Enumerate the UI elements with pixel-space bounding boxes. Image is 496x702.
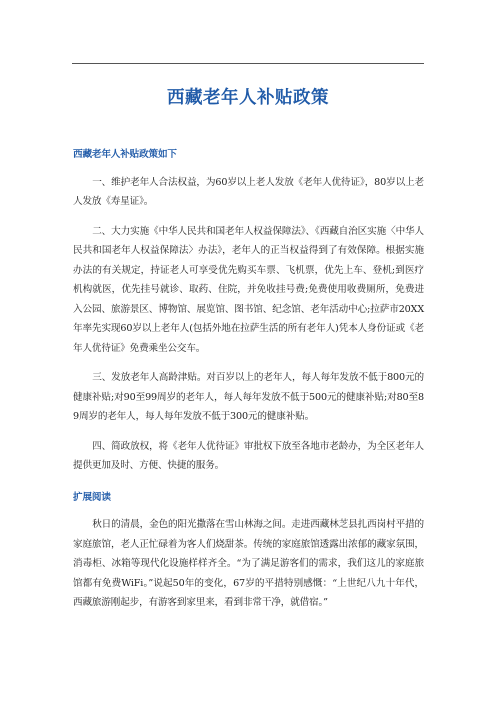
document-body bbox=[73, 145, 424, 613]
paragraph-1: 一、维护老年人合法权益，为60岁以上老人发放《老年人优待证》，80岁以上老人发放《寿星证》。 bbox=[73, 176, 424, 207]
extended-reading-heading: 扩展阅读 bbox=[73, 491, 111, 503]
section-heading: 西藏老年人补贴政策如下 bbox=[73, 149, 177, 160]
paragraph-4: 四、简政放权，将《老年人优待证》审批权下放至各地市老龄办，为全区老年人提供更加及时、方便、快捷的服务。 bbox=[73, 440, 424, 471]
page-title: 西藏老年人补贴政策 bbox=[167, 88, 329, 108]
extended-reading-paragraph: 秋日的清晨，金色的阳光撒落在雪山林海之间。走进西藏林芝县扎西岗村平措的家庭旅馆，老人正忙碌着为客人们烧甜茶。传统的家庭旅馆透露出浓郁的藏家氛围，消毒柜、冰箱等现代化设施样样齐全。“为了满足游客们的需求，我们这儿的家庭旅馆都有免费WiFi。”说起50年的变化，67岁的平措特别感慨：“上世纪八九十年代，西藏旅游刚起步，有游客到家里来，看到非常干净，就借宿。” bbox=[73, 519, 424, 608]
paragraph-3: 三、发放老年人高龄津贴。对百岁以上的老年人，每人每年发放不低于800元的健康补贴;对90至99周岁的老年人，每人每年发放不低于500元的健康补贴;对80至89周岁的老年人，每人每年发放不低于300元的健康补贴。 bbox=[73, 372, 424, 422]
header-rule bbox=[72, 63, 424, 64]
paragraph-2: 二、大力实施《中华人民共和国老年人权益保障法》、《西藏自治区实施〈中华人民共和国老年人权益保障法〉办法》，老年人的正当权益得到了有效保障。根据实施办法的有关规定，持证老人可享受优先购买车票、飞机票，优先上车、登机;到医疗机构就医，优先挂号就诊、取药、住院，并免收挂号费;免费使用收费厕所，免费进入公园、旅游景区、博物馆、展览馆、图书馆、纪念馆、老年活动中心;拉萨市20XX年率先实现60岁以上老年人(包括外地在拉萨生活的所有老年人)凭本人身份证或《老年人优待证》免费乘坐公交车。 bbox=[73, 225, 424, 354]
